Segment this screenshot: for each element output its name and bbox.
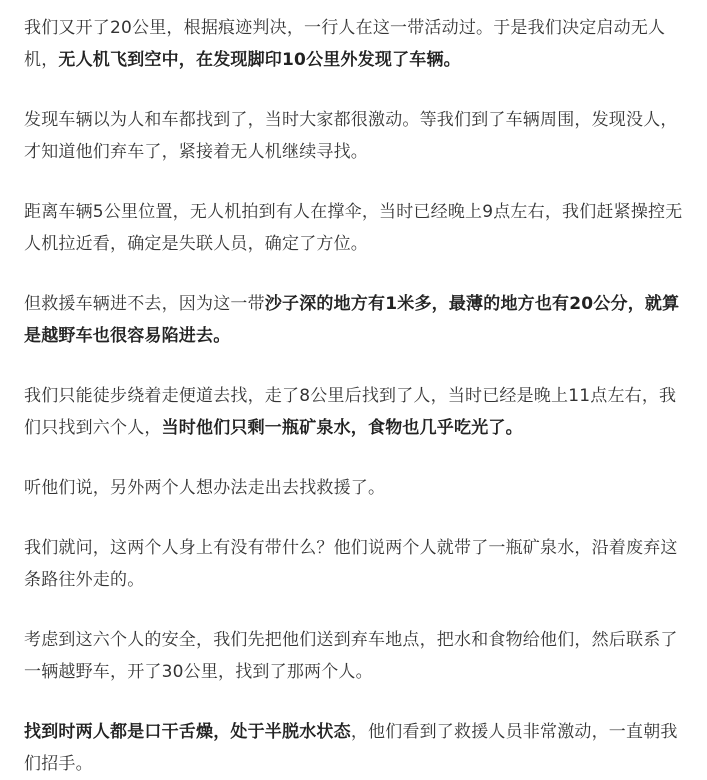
paragraph-text: 发现车辆以为人和车都找到了，当时大家都很激动。等我们到了车辆周围，发现没人，才知道他们弃车了，紧接着无人机继续寻找。	[24, 110, 678, 162]
paragraph-bold-text: 沙子深的地方有1米多，最薄的地方也有20公分，就算是越野车也很容易陷进去。	[24, 294, 680, 346]
paragraph-4	[24, 288, 683, 352]
paragraph-text: 我们就问，这两个人身上有没有带什么？他们说两个人就带了一瓶矿泉水，沿着废弃这条路往外走的。	[24, 538, 678, 590]
paragraph-text: 考虑到这六个人的安全，我们先把他们送到弃车地点，把水和食物给他们，然后联系了一辆越野车，开了30公里，找到了那两个人。	[24, 630, 678, 682]
paragraph-bold-text: 无人机飞到空中，在发现脚印10公里外发现了车辆。	[58, 50, 461, 70]
paragraph-2	[24, 104, 683, 168]
paragraph-text: 我们只能徒步绕着走便道去找，走了8公里后找到了人，当时已经是晚上11点左右，我们只找到六个人，	[24, 386, 677, 438]
paragraph-1	[24, 12, 683, 76]
paragraph-text: 距离车辆5公里位置，无人机拍到有人在撑伞，当时已经晚上9点左右，我们赶紧操控无人机拉近看，确定是失联人员，确定了方位。	[24, 202, 683, 254]
paragraph-text: 我们又开了20公里，根据痕迹判决，一行人在这一带活动过。于是我们决定启动无人机，	[24, 18, 666, 70]
paragraph-7	[24, 532, 683, 596]
paragraph-text: 听他们说，另外两个人想办法走出去找救援了。	[24, 478, 386, 498]
paragraph-text: 但救援车辆进不去，因为这一带	[24, 294, 265, 314]
paragraph-3	[24, 196, 683, 260]
paragraph-text: ，他们看到了救援人员非常激动，一直朝我们招手。	[24, 722, 678, 774]
paragraph-8	[24, 624, 683, 688]
paragraph-bold-text: 找到时两人都是口干舌燥，处于半脱水状态	[24, 722, 351, 742]
paragraph-bold-text: 当时他们只剩一瓶矿泉水，食物也几乎吃光了。	[161, 418, 523, 438]
paragraph-5	[24, 380, 683, 444]
paragraph-6	[24, 472, 683, 504]
